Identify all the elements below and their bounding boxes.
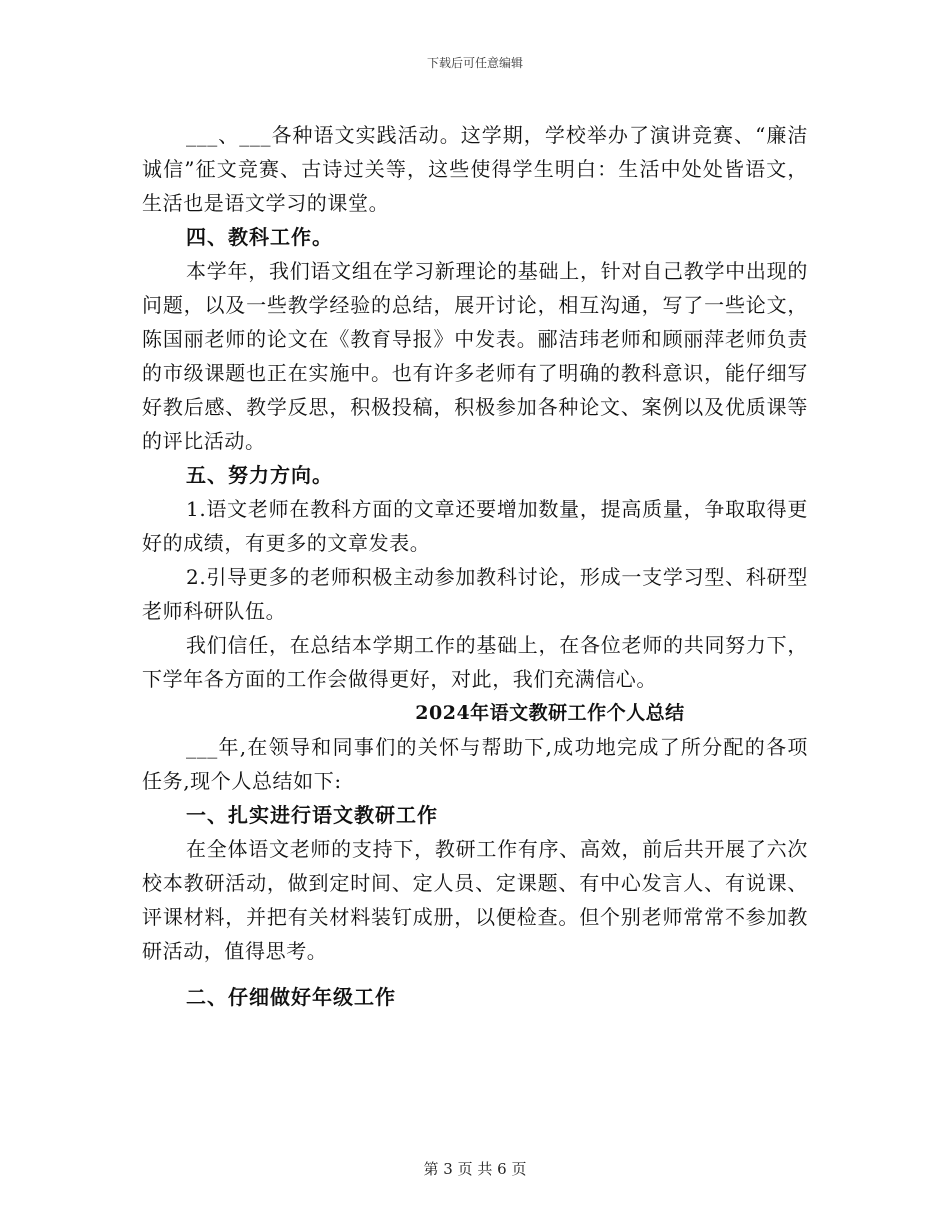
- paragraph-confidence: 我们信任，在总结本学期工作的基础上，在各位老师的共同努力下，下学年各方面的工作会做得更好，对此，我们充满信心。: [142, 633, 808, 691]
- paragraph-teaching-research: 本学年，我们语文组在学习新理论的基础上，针对自己教学中出现的问题，以及一些教学经验的总结，展开讨论，相互沟通，写了一些论文，陈国丽老师的论文在《教育导报》中发表。郦洁玮老师和顾丽萍老师负责的市级课题也正在实施中。也有许多老师有了明确的教科意识，能仔细写好教后感、教学反思，积极投稿，积极参加各种论文、案例以及优质课等的评比活动。: [142, 259, 808, 453]
- document-body: [142, 118, 808, 1014]
- heading-solid-research: 一、扎实进行语文教研工作: [186, 803, 438, 827]
- heading-grade-work: 二、仔细做好年级工作: [186, 985, 396, 1009]
- spacer: [142, 968, 808, 980]
- paragraph-practice-activities: ___、___各种语文实践活动。这学期，学校举办了演讲竞赛、“廉洁诚信”征文竞赛、古诗过关等，这些使得学生明白：生活中处处皆语文，生活也是语文学习的课堂。: [142, 123, 808, 215]
- heading-effort-direction: 五、努力方向。: [186, 463, 333, 487]
- paragraph-direction-2: 2.引导更多的老师积极主动参加教科讨论，形成一支学习型、科研型老师科研队伍。: [142, 565, 808, 623]
- section-title: 2024年语文教研工作个人总结: [415, 702, 685, 724]
- paragraph-solid-research: 在全体语文老师的支持下，教研工作有序、高效，前后共开展了六次校本教研活动，做到定时间、定人员、定课题、有中心发言人、有说课、评课材料，并把有关材料装钉成册，以便检查。但个别老师常常不参加教研活动，值得思考。: [142, 837, 808, 963]
- heading-teaching-research: 四、教科工作。: [186, 225, 333, 249]
- paragraph-direction-1: 1.语文老师在教科方面的文章还要增加数量，提高质量，争取取得更好的成绩，有更多的文章发表。: [142, 497, 808, 555]
- page-footer: 第 3 页 共 6 页: [423, 1160, 527, 1178]
- page-header: 下载后可任意编辑: [426, 56, 523, 70]
- paragraph-intro: ___年,在领导和同事们的关怀与帮助下,成功地完成了所分配的各项任务,现个人总结如下:: [142, 735, 808, 793]
